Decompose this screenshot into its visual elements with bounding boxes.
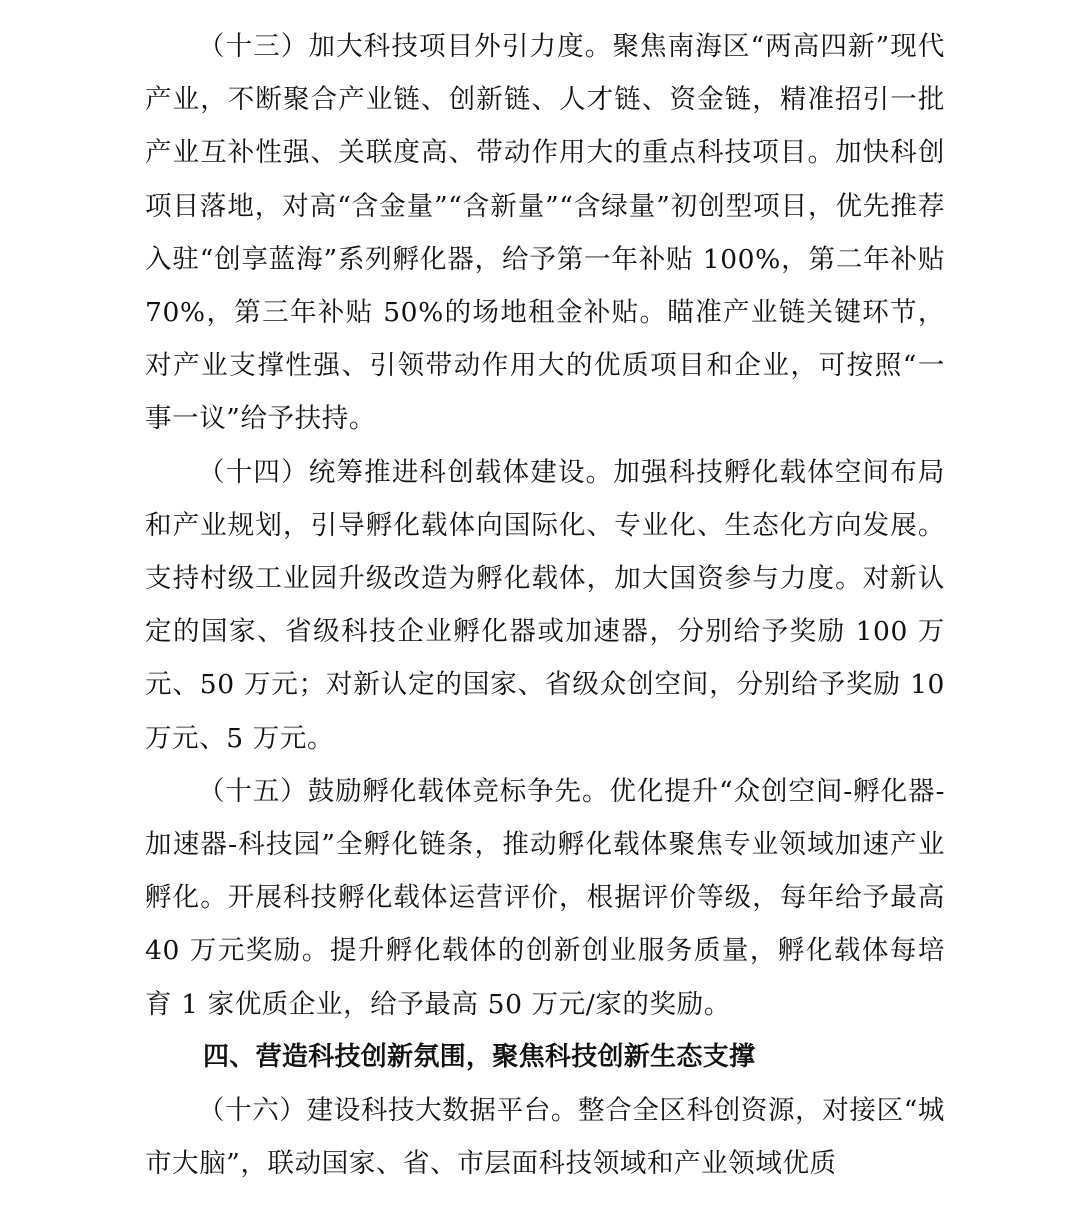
paragraph-16-body: 整合全区科创资源，对接区“城市大脑”，联动国家、省、市层面科技领域和产业领域优质	[145, 1095, 945, 1180]
paragraph-16	[145, 1084, 945, 1190]
paragraph-13-title: （十三）加大科技项目外引力度。	[198, 31, 613, 62]
section-heading: 四、营造科技创新氛围，聚焦科技创新生态支撑	[203, 1041, 756, 1072]
paragraph-16-title: （十六）建设科技大数据平台。	[198, 1095, 578, 1127]
paragraph-13-body: 聚焦南海区“两高四新”现代产业，不断聚合产业链、创新链、人才链、资金链，精准招引一批产业互补性强、关联度高、带动作用大的重点科技项目。加快科创项目落地，对高“含金量”“含新量”“含绿量”初创型项目，优先推荐入驻“创享蓝海”系列孵化器，给予第一年补贴 100%，第二年补贴 70%，第三年补贴 50%的场地租金补贴。瞄准产业链关键环节，对产业支撑性强、引领带动作用大的优质项目和企业，可按照“一事一议”给予扶持。	[145, 31, 946, 435]
paragraph-15	[145, 765, 945, 1031]
paragraph-15-body: 优化提升“众创空间-孵化器-加速器-科技园”全孵化链条，推动孵化载体聚焦专业领域加速产业孵化。开展科技孵化载体运营评价，根据评价等级，每年给予最高 40 万元奖励。提升孵化载体的创新创业服务质量，孵化载体每培育 1 家优质企业，给予最高 50 万元/家的奖励。	[145, 775, 946, 1020]
paragraph-14-title: （十四）统筹推进科创载体建设。	[198, 456, 614, 488]
document-page	[145, 20, 945, 1190]
paragraph-13	[145, 20, 945, 446]
paragraph-15-title: （十五）鼓励孵化载体竞标争先。	[198, 775, 610, 807]
paragraph-14	[145, 446, 945, 765]
paragraph-14-body: 加强科技孵化载体空间布局和产业规划，引导孵化载体向国际化、专业化、生态化方向发展。支持村级工业园升级改造为孵化载体，加大国资参与力度。对新认定的国家、省级科技企业孵化器或加速器，分别给予奖励 100 万元、50 万元；对新认定的国家、省级众创空间，分别给予奖励 10 万元、5 万元。	[145, 456, 945, 754]
